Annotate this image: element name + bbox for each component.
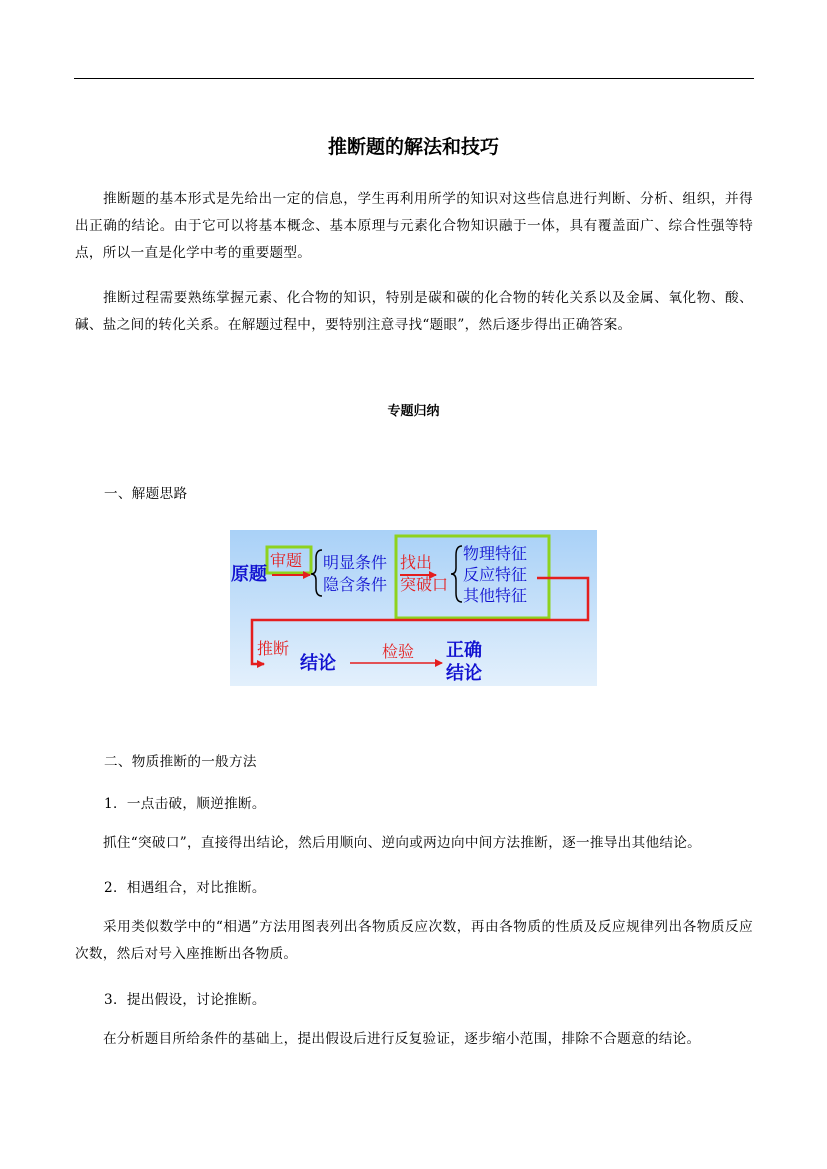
label-jielun-2: 结论 [446, 663, 482, 684]
label-shenti: 审题 [270, 551, 303, 570]
method-1-desc: 抓住“突破口”，直接得出结论，然后用顺向、逆向或两边向中间方法推断，逐一推导出其他结论。 [103, 835, 702, 851]
heading-general-methods: 二、物质推断的一般方法 [104, 754, 257, 770]
header-rule [74, 78, 754, 79]
intro-paragraph-2: 推断过程需要熟练掌握元素、化合物的知识，特别是碳和碳的化合物的转化关系以及金属、氧化物、酸、碱、盐之间的转化关系。在解题过程中，要特别注意寻找“题眼”，然后逐步得出正确答案。 [75, 290, 753, 333]
method-1-title: 1．一点击破，顺逆推断。 [104, 796, 266, 812]
label-feature-other: 其他特征 [463, 586, 528, 605]
label-yuanti: 原题 [231, 564, 267, 585]
label-feature-reaction: 反应特征 [463, 565, 528, 584]
method-2-title: 2．相遇组合，对比推断。 [104, 880, 266, 896]
page-title: 推断题的解法和技巧 [327, 136, 499, 158]
heading-solving-approach: 一、解题思路 [104, 486, 188, 502]
label-zhengque: 正确 [446, 640, 482, 661]
intro-paragraph-1: 推断题的基本形式是先给出一定的信息，学生再利用所学的知识对这些信息进行判断、分析、组织，并得出正确的结论。由于它可以将基本概念、基本原理与元素化合物知识融于一体，具有覆盖面广、综合性强等特点，所以一直是化学中考的重要题型。 [75, 191, 753, 261]
label-cond-explicit: 明显条件 [323, 553, 388, 572]
label-zhaochu: 找出 [400, 553, 433, 572]
flow-diagram-svg [230, 530, 597, 686]
label-cond-hidden: 隐含条件 [323, 575, 388, 594]
method-2-desc: 采用类似数学中的“相遇”方法用图表列出各物质反应次数，再由各物质的性质及反应规律列出各物质反应次数，然后对号入座推断出各物质。 [75, 919, 753, 962]
label-feature-physical: 物理特征 [463, 544, 528, 563]
solving-approach-diagram [230, 530, 597, 686]
label-jianyan: 检验 [382, 642, 415, 661]
label-tupokou: 突破口 [400, 575, 449, 594]
label-tuiduan: 推断 [257, 639, 290, 658]
method-3-desc: 在分析题目所给条件的基础上，提出假设后进行反复验证，逐步缩小范围，排除不合题意的结论。 [103, 1031, 701, 1047]
label-jielun: 结论 [300, 653, 336, 674]
section-title: 专题归纳 [387, 404, 440, 419]
method-3-title: 3．提出假设，讨论推断。 [104, 992, 266, 1008]
